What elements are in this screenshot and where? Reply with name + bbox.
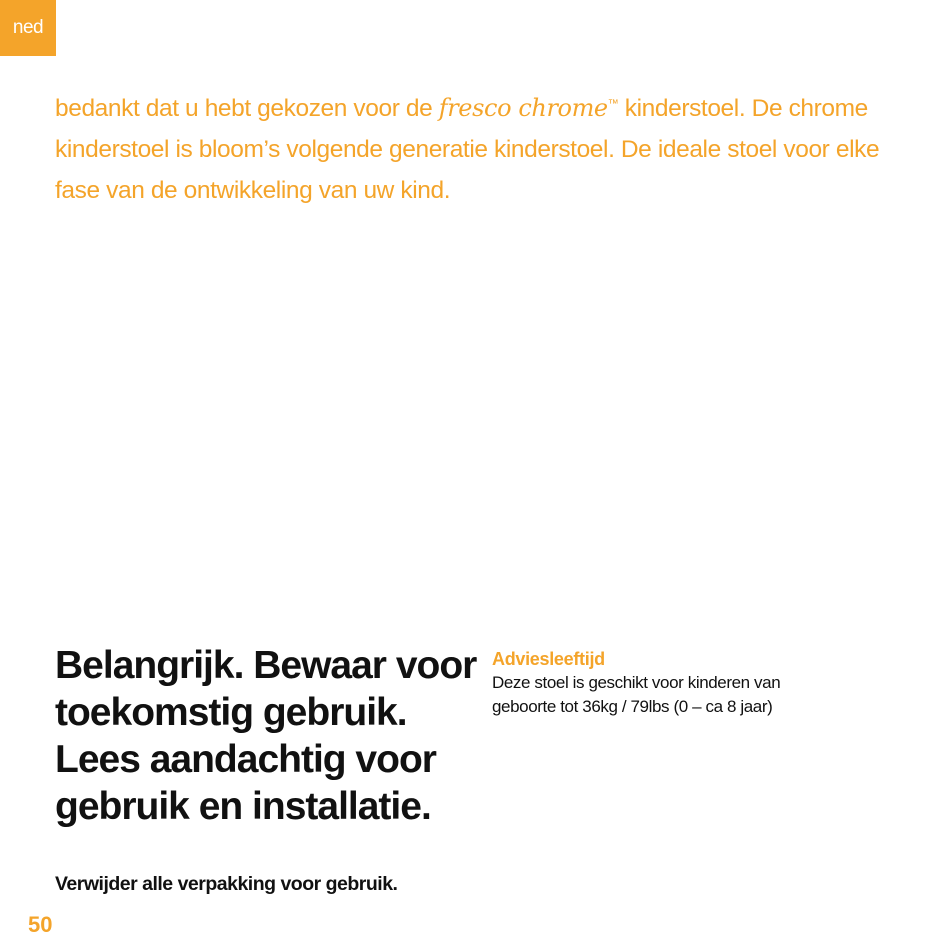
age-title: Adviesleeftijd: [492, 649, 605, 669]
intro-text-end: kinderstoel. De chrome kinderstoel is bloom’s volgende generatie kinderstoel. De ideale stoel voor elke fase van de ontwikkeling van uw kind.: [55, 95, 880, 204]
page-number: 50: [28, 912, 53, 937]
trademark-symbol: ™: [607, 98, 619, 110]
intro-paragraph: [55, 84, 915, 211]
brand-name: fresco chrome: [438, 94, 608, 122]
age-recommendation: [492, 647, 852, 719]
intro-text-start: bedankt dat u hebt gekozen voor de: [55, 95, 439, 122]
language-tab: ned: [0, 0, 56, 56]
packaging-notice: Verwijder alle verpakking voor gebruik.: [55, 873, 398, 895]
age-text-line-1: Deze stoel is geschikt voor kinderen van: [492, 673, 781, 692]
important-heading: Belangrijk. Bewaar voor toekomstig gebruik. Lees aandachtig voor gebruik en installatie.: [55, 644, 477, 828]
age-text-line-2: geboorte tot 36kg / 79lbs (0 – ca 8 jaar): [492, 697, 773, 716]
